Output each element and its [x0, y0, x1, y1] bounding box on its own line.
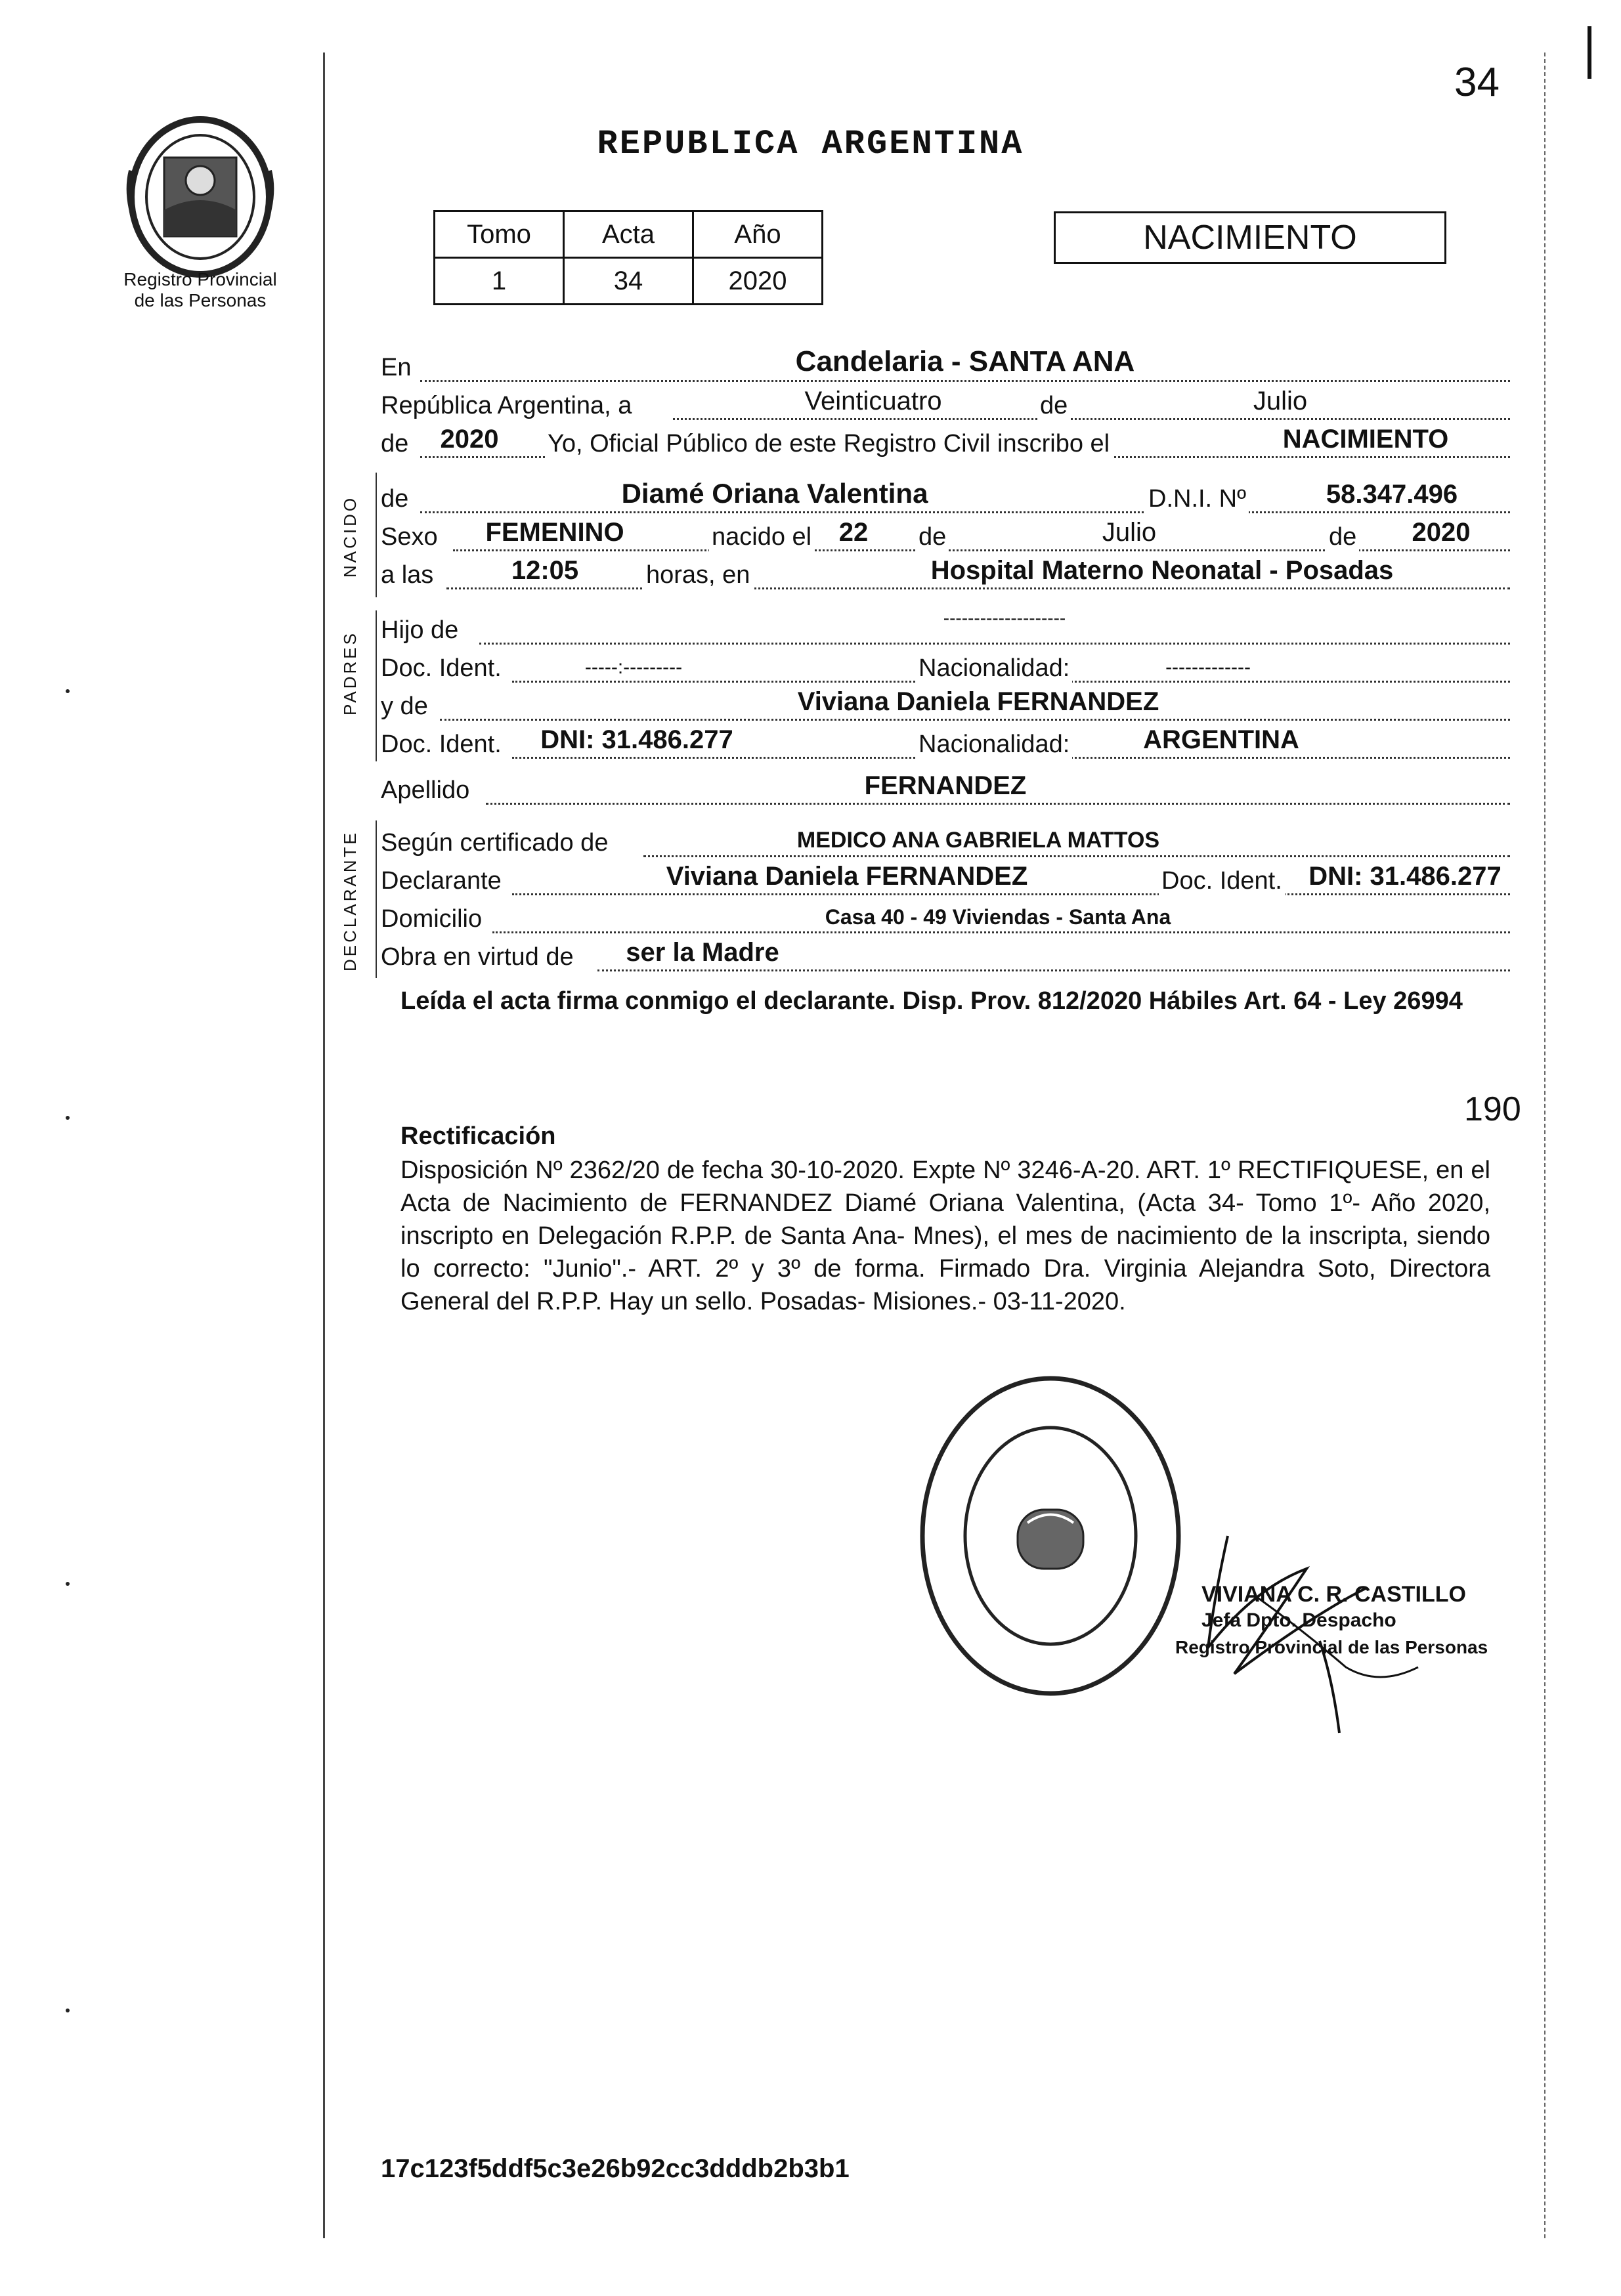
row-en [381, 345, 1510, 386]
registry-value-anio: 2020 [693, 258, 823, 305]
value-padre-nac: ------------- [1165, 656, 1251, 678]
rectification-title: Rectificación [400, 1122, 556, 1150]
label-yo-oficial: Yo, Oficial Público de este Registro Civil inscribo el [545, 430, 1112, 458]
row-domicilio [381, 899, 1510, 937]
label-de2: de [381, 430, 411, 458]
value-declarante-doc: DNI: 31.486.277 [1308, 862, 1502, 891]
registry-table [433, 210, 823, 305]
label-de4: de [916, 523, 949, 551]
corner-mark [1588, 26, 1591, 79]
value-dia-nac: 22 [838, 518, 869, 547]
label-nacionalidad2: Nacionalidad: [916, 731, 1072, 759]
registry-header-anio: Año [693, 211, 823, 258]
label-republica: República Argentina, a [381, 392, 634, 420]
document-hash: 17c123f5ddf5c3e26b92cc3dddb2b3b1 [381, 2154, 850, 2183]
signature-org: Registro Provincial de las Personas [1175, 1637, 1488, 1657]
value-domicilio: Casa 40 - 49 Viviendas - Santa Ana [825, 905, 1171, 929]
row-declarante [381, 861, 1510, 899]
row-hijo-de [381, 610, 1510, 648]
page-number: 34 [1454, 60, 1500, 105]
margin-dot [66, 2009, 70, 2012]
value-madre-nac: ARGENTINA [1143, 725, 1299, 754]
label-horas-en: horas, en [643, 561, 752, 589]
row-republica [381, 386, 1510, 424]
logo-caption-line1: Registro Provincial [123, 269, 277, 289]
value-mes-nac: Julio [1102, 518, 1157, 547]
value-acto: NACIMIENTO [1282, 425, 1449, 454]
registry-header-acta: Acta [564, 211, 693, 258]
rectification-body: Disposición Nº 2362/20 de fecha 30-10-2020. Expte Nº 3246-A-20. ART. 1º RECTIFIQUESE, en el Acta de Nacimiento de FERNANDEZ Diamé Oriana Valentina, (Acta 34- Tomo 1º- Año 2020, inscripto en Delegación R.P.P. de Santa Ana- Mnes), el mes de nacimiento de la inscripta, siendo lo correcto: "Junio".- ART. 2º y 3º de forma. Firmado Dra. Virginia Alejandra Soto, Directora General del R.P.P. Hay un sello. Posadas- Misiones.- 03-11-2020. [400, 1157, 1490, 1315]
margin-dot [66, 689, 70, 693]
margin-dot [66, 1116, 70, 1120]
declarante-bracket [376, 820, 377, 978]
label-y-de: y de [381, 692, 431, 721]
section-label-padres: PADRES [340, 631, 360, 715]
rectification-number: 190 [1464, 1090, 1521, 1128]
nacido-bracket [376, 473, 377, 597]
official-seal-icon [913, 1365, 1188, 1707]
label-dni: D.N.I. Nº [1146, 485, 1249, 513]
label-de3: de [381, 485, 411, 513]
registry-header-tomo: Tomo [435, 211, 564, 258]
label-obra: Obra en virtud de [381, 943, 576, 971]
value-lugar: Candelaria - SANTA ANA [795, 345, 1135, 377]
label-sexo: Sexo [381, 523, 441, 551]
label-doc-ident3: Doc. Ident. [1159, 867, 1285, 895]
margin-dot [66, 1582, 70, 1586]
row-hora [381, 555, 1510, 593]
value-mes: Julio [1253, 387, 1308, 415]
section-label-declarante: DECLARANTE [340, 830, 360, 971]
row-apellido [381, 771, 1510, 809]
value-nombre: Diamé Oriana Valentina [621, 478, 928, 509]
label-doc-ident2: Doc. Ident. [381, 731, 504, 759]
label-en: En [381, 354, 414, 382]
value-obra: ser la Madre [626, 938, 779, 967]
document-title: REPUBLICA ARGENTINA [597, 125, 1024, 163]
value-madre-doc: DNI: 31.486.277 [540, 725, 733, 754]
value-certificado: MEDICO ANA GABRIELA MATTOS [796, 828, 1160, 853]
value-dia-letras: Veinticuatro [804, 387, 942, 415]
closing-note: Leída el acta firma conmigo el declarante. Disp. Prov. 812/2020 Hábiles Art. 64 - Ley 26994 [400, 987, 1463, 1015]
row-madre-doc [381, 725, 1510, 763]
logo-caption [98, 269, 302, 311]
signature-role: Jefa Dpto. Despacho [1201, 1609, 1396, 1631]
value-padre: -------------------- [943, 608, 1066, 628]
row-madre [381, 687, 1510, 725]
registry-value-tomo: 1 [435, 258, 564, 305]
row-padre-doc [381, 648, 1510, 687]
label-nacionalidad: Nacionalidad: [916, 654, 1072, 683]
row-obra [381, 937, 1510, 975]
value-hora: 12:05 [511, 556, 579, 585]
label-nacido-el: nacido el [709, 523, 814, 551]
row-sexo [381, 517, 1510, 555]
act-type-box: NACIMIENTO [1054, 211, 1446, 264]
label-apellido: Apellido [381, 776, 472, 805]
value-lugar-nac: Hospital Materno Neonatal - Posadas [930, 556, 1394, 585]
value-dni: 58.347.496 [1326, 480, 1458, 509]
value-declarante: Viviana Daniela FERNANDEZ [666, 862, 1028, 891]
left-margin-line [323, 53, 325, 2238]
label-segun: Según certificado de [381, 829, 611, 857]
label-domicilio: Domicilio [381, 905, 485, 933]
value-madre: Viviana Daniela FERNANDEZ [797, 687, 1159, 716]
label-hijo-de: Hijo de [381, 616, 461, 645]
value-anio: 2020 [440, 425, 499, 454]
label-doc-ident: Doc. Ident. [381, 654, 504, 683]
value-padre-doc: -----:--------- [584, 656, 683, 678]
row-nombre [381, 479, 1510, 517]
value-sexo: FEMENINO [485, 518, 624, 547]
row-certificado [381, 823, 1510, 861]
value-anio-nac: 2020 [1412, 518, 1471, 547]
label-a-las: a las [381, 561, 436, 589]
registry-value-acta: 34 [564, 258, 693, 305]
logo-caption-line2: de las Personas [134, 290, 267, 310]
label-declarante: Declarante [381, 867, 504, 895]
signature-name: VIVIANA C. R. CASTILLO [1201, 1582, 1466, 1607]
section-label-nacido: NACIDO [340, 495, 360, 578]
row-inscribo [381, 424, 1510, 462]
value-apellido: FERNANDEZ [864, 771, 1027, 800]
label-de: de [1037, 392, 1070, 420]
label-de5: de [1326, 523, 1359, 551]
right-margin-line [1544, 53, 1545, 2238]
padres-bracket [376, 610, 377, 761]
